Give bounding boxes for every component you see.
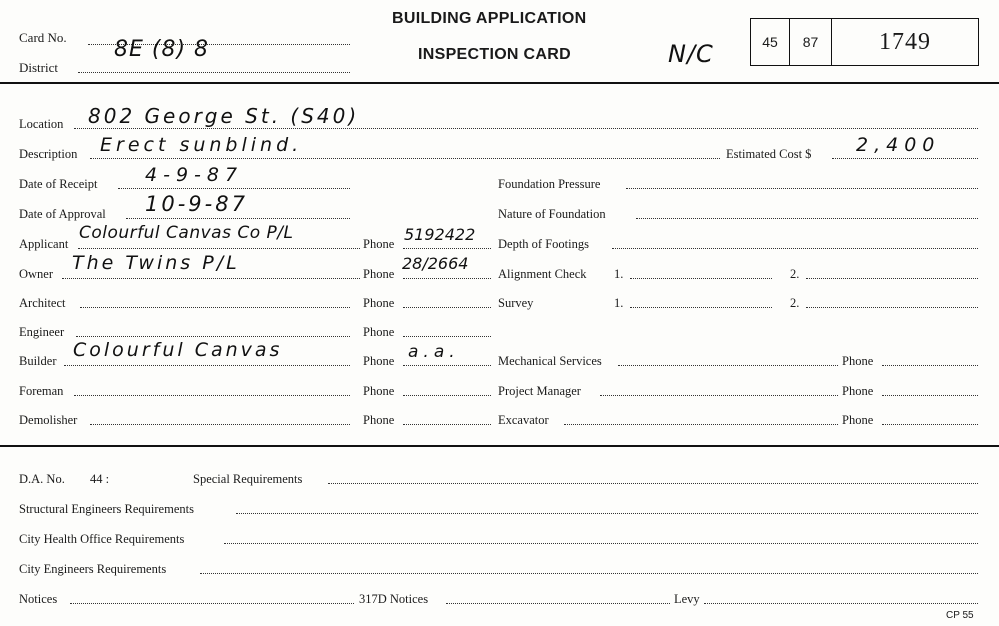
nature-foundation-field[interactable] [636, 218, 978, 219]
levy-label: Levy [674, 592, 700, 606]
city-engineers-requirements-field[interactable] [200, 573, 978, 574]
health-requirements-label: City Health Office Requirements [19, 532, 185, 546]
da-no-label: D.A. No. [19, 472, 65, 486]
mechanical-services-label: Mechanical Services [498, 354, 602, 368]
foreman-label: Foreman [19, 384, 64, 398]
alignment-check-1-field[interactable] [630, 278, 772, 279]
description-value: Erect sunblind. [100, 134, 303, 156]
notices-label: Notices [19, 592, 58, 606]
project-manager-phone-label: Phone [842, 384, 874, 398]
notices-field[interactable] [70, 603, 354, 604]
application-number-box [750, 18, 979, 66]
owner-phone-field[interactable] [403, 278, 491, 279]
applicant-label: Applicant [19, 237, 69, 251]
survey-2-label: 2. [790, 296, 800, 310]
box-value-2: 87 [802, 34, 819, 50]
architect-field[interactable] [80, 307, 350, 308]
project-manager-label: Project Manager [498, 384, 581, 398]
depth-footings-field[interactable] [612, 248, 978, 249]
project-manager-phone-field[interactable] [882, 395, 978, 396]
foundation-pressure-field[interactable] [626, 188, 978, 189]
survey-label: Survey [498, 296, 534, 310]
project-manager-field[interactable] [600, 395, 838, 396]
applicant-phone-field[interactable] [403, 248, 491, 249]
applicant-phone-label: Phone [363, 237, 395, 251]
owner-field[interactable] [62, 278, 360, 279]
demolisher-field[interactable] [90, 424, 350, 425]
builder-label: Builder [19, 354, 57, 368]
survey-1-label: 1. [614, 296, 624, 310]
demolisher-phone-field[interactable] [403, 424, 491, 425]
levy-field[interactable] [704, 603, 978, 604]
district-label: District [19, 60, 58, 75]
description-field[interactable] [90, 158, 720, 159]
foundation-pressure-label: Foundation Pressure [498, 177, 601, 191]
alignment-check-2-field[interactable] [806, 278, 978, 279]
description-label: Description [19, 147, 78, 161]
special-requirements-label: Special Requirements [193, 472, 303, 486]
location-value: 802 George St. (S40) [88, 104, 360, 128]
city-engineers-requirements-label: City Engineers Requirements [19, 562, 167, 576]
architect-phone-label: Phone [363, 296, 395, 310]
mechanical-phone-label: Phone [842, 354, 874, 368]
engineer-phone-field[interactable] [403, 336, 491, 337]
demolisher-phone-label: Phone [363, 413, 395, 427]
owner-phone-label: Phone [363, 267, 395, 281]
excavator-label: Excavator [498, 413, 549, 427]
nature-foundation-label: Nature of Foundation [498, 207, 606, 221]
notices-317d-label: 317D Notices [359, 592, 429, 606]
owner-label: Owner [19, 267, 54, 281]
engineer-field[interactable] [76, 336, 350, 337]
box-cell-3 [832, 19, 978, 65]
date-receipt-value: 4-9-87 [145, 164, 244, 186]
card-district-handwriting: 8E (8) 8 [114, 37, 210, 62]
estimated-cost-field[interactable] [832, 158, 978, 159]
foreman-phone-field[interactable] [403, 395, 491, 396]
location-label: Location [19, 117, 64, 131]
date-receipt-field[interactable] [118, 188, 350, 189]
builder-phone-value: a.a. [408, 342, 460, 362]
date-approval-label: Date of Approval [19, 207, 106, 221]
applicant-phone-value: 5192422 [404, 225, 476, 244]
estimated-cost-label: Estimated Cost $ [726, 147, 812, 161]
demolisher-label: Demolisher [19, 413, 78, 427]
owner-phone-value: 28/2664 [402, 254, 469, 273]
district-field[interactable] [78, 72, 350, 73]
builder-value: Colourful Canvas [73, 339, 283, 361]
location-field[interactable] [74, 128, 978, 129]
form-code: CP 55 [946, 610, 974, 621]
estimated-cost-value: 2,400 [856, 134, 941, 156]
engineer-label: Engineer [19, 325, 65, 339]
builder-phone-field[interactable] [403, 365, 491, 366]
applicant-field[interactable] [78, 248, 360, 249]
form-title-line2: INSPECTION CARD [418, 46, 571, 63]
box-cell-1 [751, 19, 790, 65]
special-requirements-field[interactable] [328, 483, 978, 484]
da-no-value: 44 : [90, 472, 110, 486]
date-approval-field[interactable] [126, 218, 350, 219]
date-receipt-label: Date of Receipt [19, 177, 98, 191]
card-no-label: Card No. [19, 30, 67, 45]
foreman-field[interactable] [74, 395, 350, 396]
health-requirements-field[interactable] [224, 543, 978, 544]
foreman-phone-label: Phone [363, 384, 395, 398]
box-cell-2 [790, 19, 832, 65]
box-value-1: 45 [762, 34, 778, 50]
owner-value: The Twins P/L [72, 252, 240, 274]
applicant-value: Colourful Canvas Co P/L [79, 223, 294, 243]
excavator-phone-label: Phone [842, 413, 874, 427]
form-title-line1: BUILDING APPLICATION [392, 10, 587, 27]
requirements-divider [0, 445, 999, 447]
survey-1-field[interactable] [630, 307, 772, 308]
survey-2-field[interactable] [806, 307, 978, 308]
architect-phone-field[interactable] [403, 307, 491, 308]
date-approval-value: 10-9-87 [145, 192, 248, 216]
alignment-check-1-label: 1. [614, 267, 624, 281]
mechanical-services-field[interactable] [618, 365, 838, 366]
notices-317d-field[interactable] [446, 603, 670, 604]
box-value-3: 1749 [879, 28, 931, 55]
excavator-field[interactable] [564, 424, 838, 425]
header-divider [0, 82, 999, 84]
alignment-check-label: Alignment Check [498, 267, 587, 281]
engineer-phone-label: Phone [363, 325, 395, 339]
builder-field[interactable] [64, 365, 350, 366]
structural-requirements-label: Structural Engineers Requirements [19, 502, 194, 516]
mechanical-phone-field[interactable] [882, 365, 978, 366]
architect-label: Architect [19, 296, 66, 310]
alignment-check-2-label: 2. [790, 267, 800, 281]
builder-phone-label: Phone [363, 354, 395, 368]
structural-requirements-field[interactable] [236, 513, 978, 514]
nc-handwriting: N/C [668, 40, 714, 68]
depth-footings-label: Depth of Footings [498, 237, 589, 251]
excavator-phone-field[interactable] [882, 424, 978, 425]
